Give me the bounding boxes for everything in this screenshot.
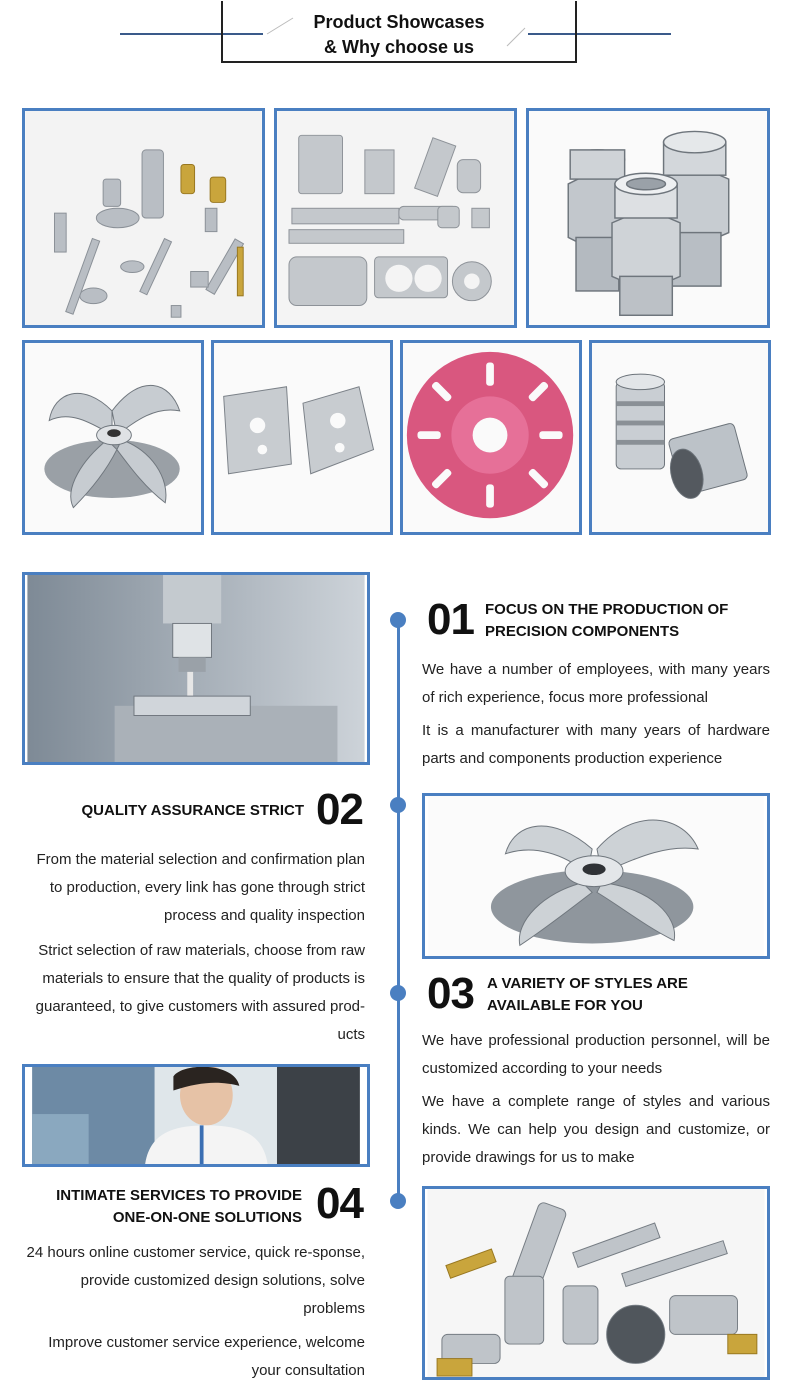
feature-photo-impeller — [422, 793, 770, 959]
page-title-line2: & Why choose us — [323, 37, 475, 57]
feature-title-04-line1: INTIMATE SERVICES TO PROVIDE — [56, 1187, 302, 1204]
feature-photo-customer-service — [22, 1064, 370, 1167]
timeline-line — [397, 618, 400, 1203]
gallery-item-hex-fittings — [526, 108, 770, 328]
customer-service-photo-icon — [25, 1067, 367, 1164]
page-title — [221, 10, 577, 60]
feature-text-04b: Improve customer service experience, welcome your consultation — [48, 1334, 365, 1379]
gallery-item-pink-anodized-disc — [400, 340, 582, 535]
fittings-photo-icon — [529, 111, 767, 325]
feature-photo-fasteners — [422, 1186, 770, 1380]
impeller-photo-icon — [25, 343, 201, 532]
cnc-machine-photo-icon — [25, 575, 367, 762]
feature-number-02: 02 — [316, 785, 363, 834]
timeline-dot-02 — [390, 797, 406, 813]
feature-title-03-line2: AVAILABLE FOR YOU — [487, 997, 643, 1014]
feature-text-04a: 24 hours online customer service, quick re-sponse, provide customized design solutions, solve problems — [26, 1244, 365, 1317]
fasteners-photo-icon — [425, 1189, 767, 1377]
feature-number-03: 03 — [427, 969, 474, 1018]
gallery-item-impeller — [22, 340, 204, 535]
sleeve-photo-icon — [592, 343, 768, 532]
gallery-item-milled-aluminum-parts — [274, 108, 517, 328]
feature-text-01a: We have a number of employees, with many years of rich experience, focus more professional — [422, 661, 770, 706]
parts-photo-icon — [277, 111, 514, 325]
feature-title-01-line1: FOCUS ON THE PRODUCTION OF — [485, 601, 729, 618]
feature-text-03a: We have professional production personnel, will be customized according to your needs — [422, 1032, 770, 1077]
feature-title-01-line2: PRECISION COMPONENTS — [485, 623, 680, 640]
timeline-dot-04 — [390, 1193, 406, 1209]
feature-title-01 — [485, 599, 775, 643]
parts-photo-icon — [25, 111, 262, 325]
bracket-photo-icon — [214, 343, 390, 532]
feature-text-01b: It is a manufacturer with many years of hardware parts and components production experience — [422, 722, 770, 767]
disc-photo-icon — [403, 343, 579, 532]
feature-photo-cnc-machine — [22, 572, 370, 765]
impeller-photo-icon — [425, 796, 767, 956]
feature-text-02b: Strict selection of raw materials, choose from raw materials to ensure that the quality of products is guaranteed, to give customers with assured prod-ucts — [35, 942, 365, 1043]
feature-text-02a: From the material selection and confirmation plan to production, every link has gone through strict process and quality inspection — [36, 851, 365, 924]
feature-title-02: QUALITY ASSURANCE STRICT — [81, 802, 304, 819]
page-title-line1: Product Showcases — [313, 12, 485, 32]
feature-text-03b: We have a complete range of styles and various kinds. We can help you design and customize, or provide drawings for us to make — [422, 1093, 770, 1166]
feature-title-04-line2: ONE-ON-ONE SOLUTIONS — [112, 1209, 302, 1226]
timeline-dot-03 — [390, 985, 406, 1001]
feature-title-03-line1: A VARIETY OF STYLES ARE — [487, 975, 688, 992]
timeline-dot-01 — [390, 612, 406, 628]
gallery-item-sheet-metal-brackets — [211, 340, 393, 535]
gallery-item-steel-sleeves — [589, 340, 771, 535]
feature-title-03 — [487, 973, 777, 1017]
feature-title-04 — [20, 1185, 302, 1229]
feature-number-04: 04 — [316, 1179, 363, 1228]
gallery-item-assorted-turned-parts — [22, 108, 265, 328]
feature-number-01: 01 — [427, 595, 474, 644]
